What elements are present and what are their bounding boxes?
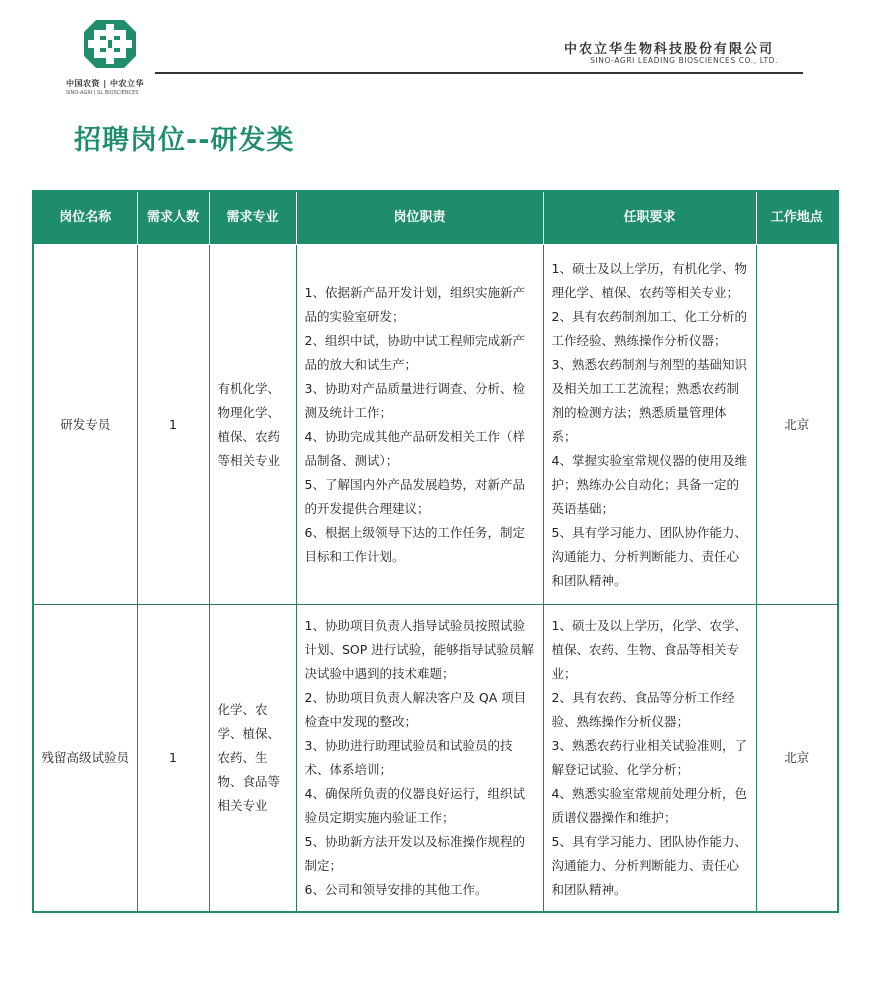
requirement-item: 1、硕士及以上学历，有机化学、物理化学、植保、农药等相关专业；: [551, 260, 747, 300]
company-logo: [64, 18, 160, 102]
cell-position: 研发专员: [33, 245, 137, 605]
company-name-cn: 中农立华生物科技股份有限公司: [563, 42, 774, 57]
requirement-item: 2、具有农药、食品等分析工作经验、熟练操作分析仪器；: [551, 690, 735, 729]
company-name-en: SINO-AGRI LEADING BIOSCIENCES CO., LTD.: [590, 56, 778, 65]
header-count: 需求人数: [137, 191, 209, 245]
cell-count: 1: [137, 605, 209, 913]
duty-item: 6、根据上级领导下达的工作任务，制定目标和工作计划。: [304, 524, 525, 564]
cell-location: 北京: [756, 245, 838, 605]
duty-item: 2、组织中试，协助中试工程师完成新产品的放大和试生产；: [304, 332, 525, 372]
cell-duties: [296, 245, 543, 605]
header-position: 岗位名称: [33, 191, 137, 245]
requirement-item: 5、具有学习能力、团队协作能力、沟通能力、分析判断能力、责任心和团队精神。: [551, 524, 747, 588]
requirement-item: 4、熟悉实验室常规前处理分析，色质谱仪器操作和维护；: [551, 786, 747, 825]
duty-item: 3、协助进行助理试验员和试验员的技术、体系培训；: [304, 738, 513, 777]
header-major: 需求专业: [209, 191, 296, 245]
cell-duties: [296, 605, 543, 913]
requirement-item: 2、具有农药制剂加工、化工分析的工作经验、熟练操作分析仪器；: [551, 308, 747, 348]
requirement-item: 3、熟悉农药制剂与剂型的基础知识及相关加工工艺流程；熟悉农药制剂的检测方法；熟悉质量管理体系；: [551, 356, 747, 444]
header-divider: [155, 72, 803, 74]
cell-position: 残留高级试验员: [33, 605, 137, 913]
page-title: 招聘岗位--研发类: [74, 125, 295, 156]
logo-text-cn: 中国农资 | 中农立华: [66, 79, 144, 88]
cell-major: 有机化学、物理化学、植保、农药等相关专业: [209, 245, 296, 605]
duty-item: 4、确保所负责的仪器良好运行，组织试验员定期实施内验证工作；: [304, 786, 525, 825]
duty-item: 4、协助完成其他产品研发相关工作（样品制备、测试）；: [304, 428, 525, 468]
logo-text-en: SINO-AGRI | SL BIOSCIENCES: [66, 90, 139, 96]
duty-item: 5、协助新方法开发以及标准操作规程的制定；: [304, 834, 525, 873]
cell-requirements: [543, 245, 756, 605]
header-duties: 岗位职责: [296, 191, 543, 245]
requirement-item: 4、掌握实验室常规仪器的使用及维护；熟练办公自动化；具备一定的英语基础；: [551, 452, 747, 516]
duty-item: 1、协助项目负责人指导试验员按照试验计划、SOP 进行试验，能够指导试验员解决试验中遇到的技术难题；: [304, 618, 534, 681]
duty-item: 2、协助项目负责人解决客户及 QA 项目检查中发现的整改；: [304, 690, 527, 729]
requirement-item: 1、硕士及以上学历，化学、农学、植保、农药、生物、食品等相关专业；: [551, 618, 747, 681]
table-row: [33, 245, 838, 605]
jobs-table: [32, 190, 839, 913]
header-requirements: 任职要求: [543, 191, 756, 245]
duty-item: 5、了解国内外产品发展趋势，对新产品的开发提供合理建议；: [304, 476, 525, 516]
duty-item: 3、协助对产品质量进行调查、分析、检测及统计工作；: [304, 380, 525, 420]
table-row: [33, 605, 838, 913]
logo-emblem-icon: [82, 18, 138, 70]
cell-requirements: [543, 605, 756, 913]
duty-item: 1、依据新产品开发计划，组织实施新产品的实验室研发；: [304, 284, 525, 324]
requirement-item: 3、熟悉农药行业相关试验准则，了解登记试验、化学分析；: [551, 738, 747, 777]
requirement-item: 5、具有学习能力、团队协作能力、沟通能力、分析判断能力、责任心和团队精神。: [551, 834, 747, 897]
cell-count: 1: [137, 245, 209, 605]
duty-item: 6、公司和领导安排的其他工作。: [304, 882, 488, 897]
table-header-row: [33, 191, 838, 245]
cell-location: 北京: [756, 605, 838, 913]
header-location: 工作地点: [756, 191, 838, 245]
cell-major: 化学、农学、植保、农药、生物、食品等相关专业: [209, 605, 296, 913]
